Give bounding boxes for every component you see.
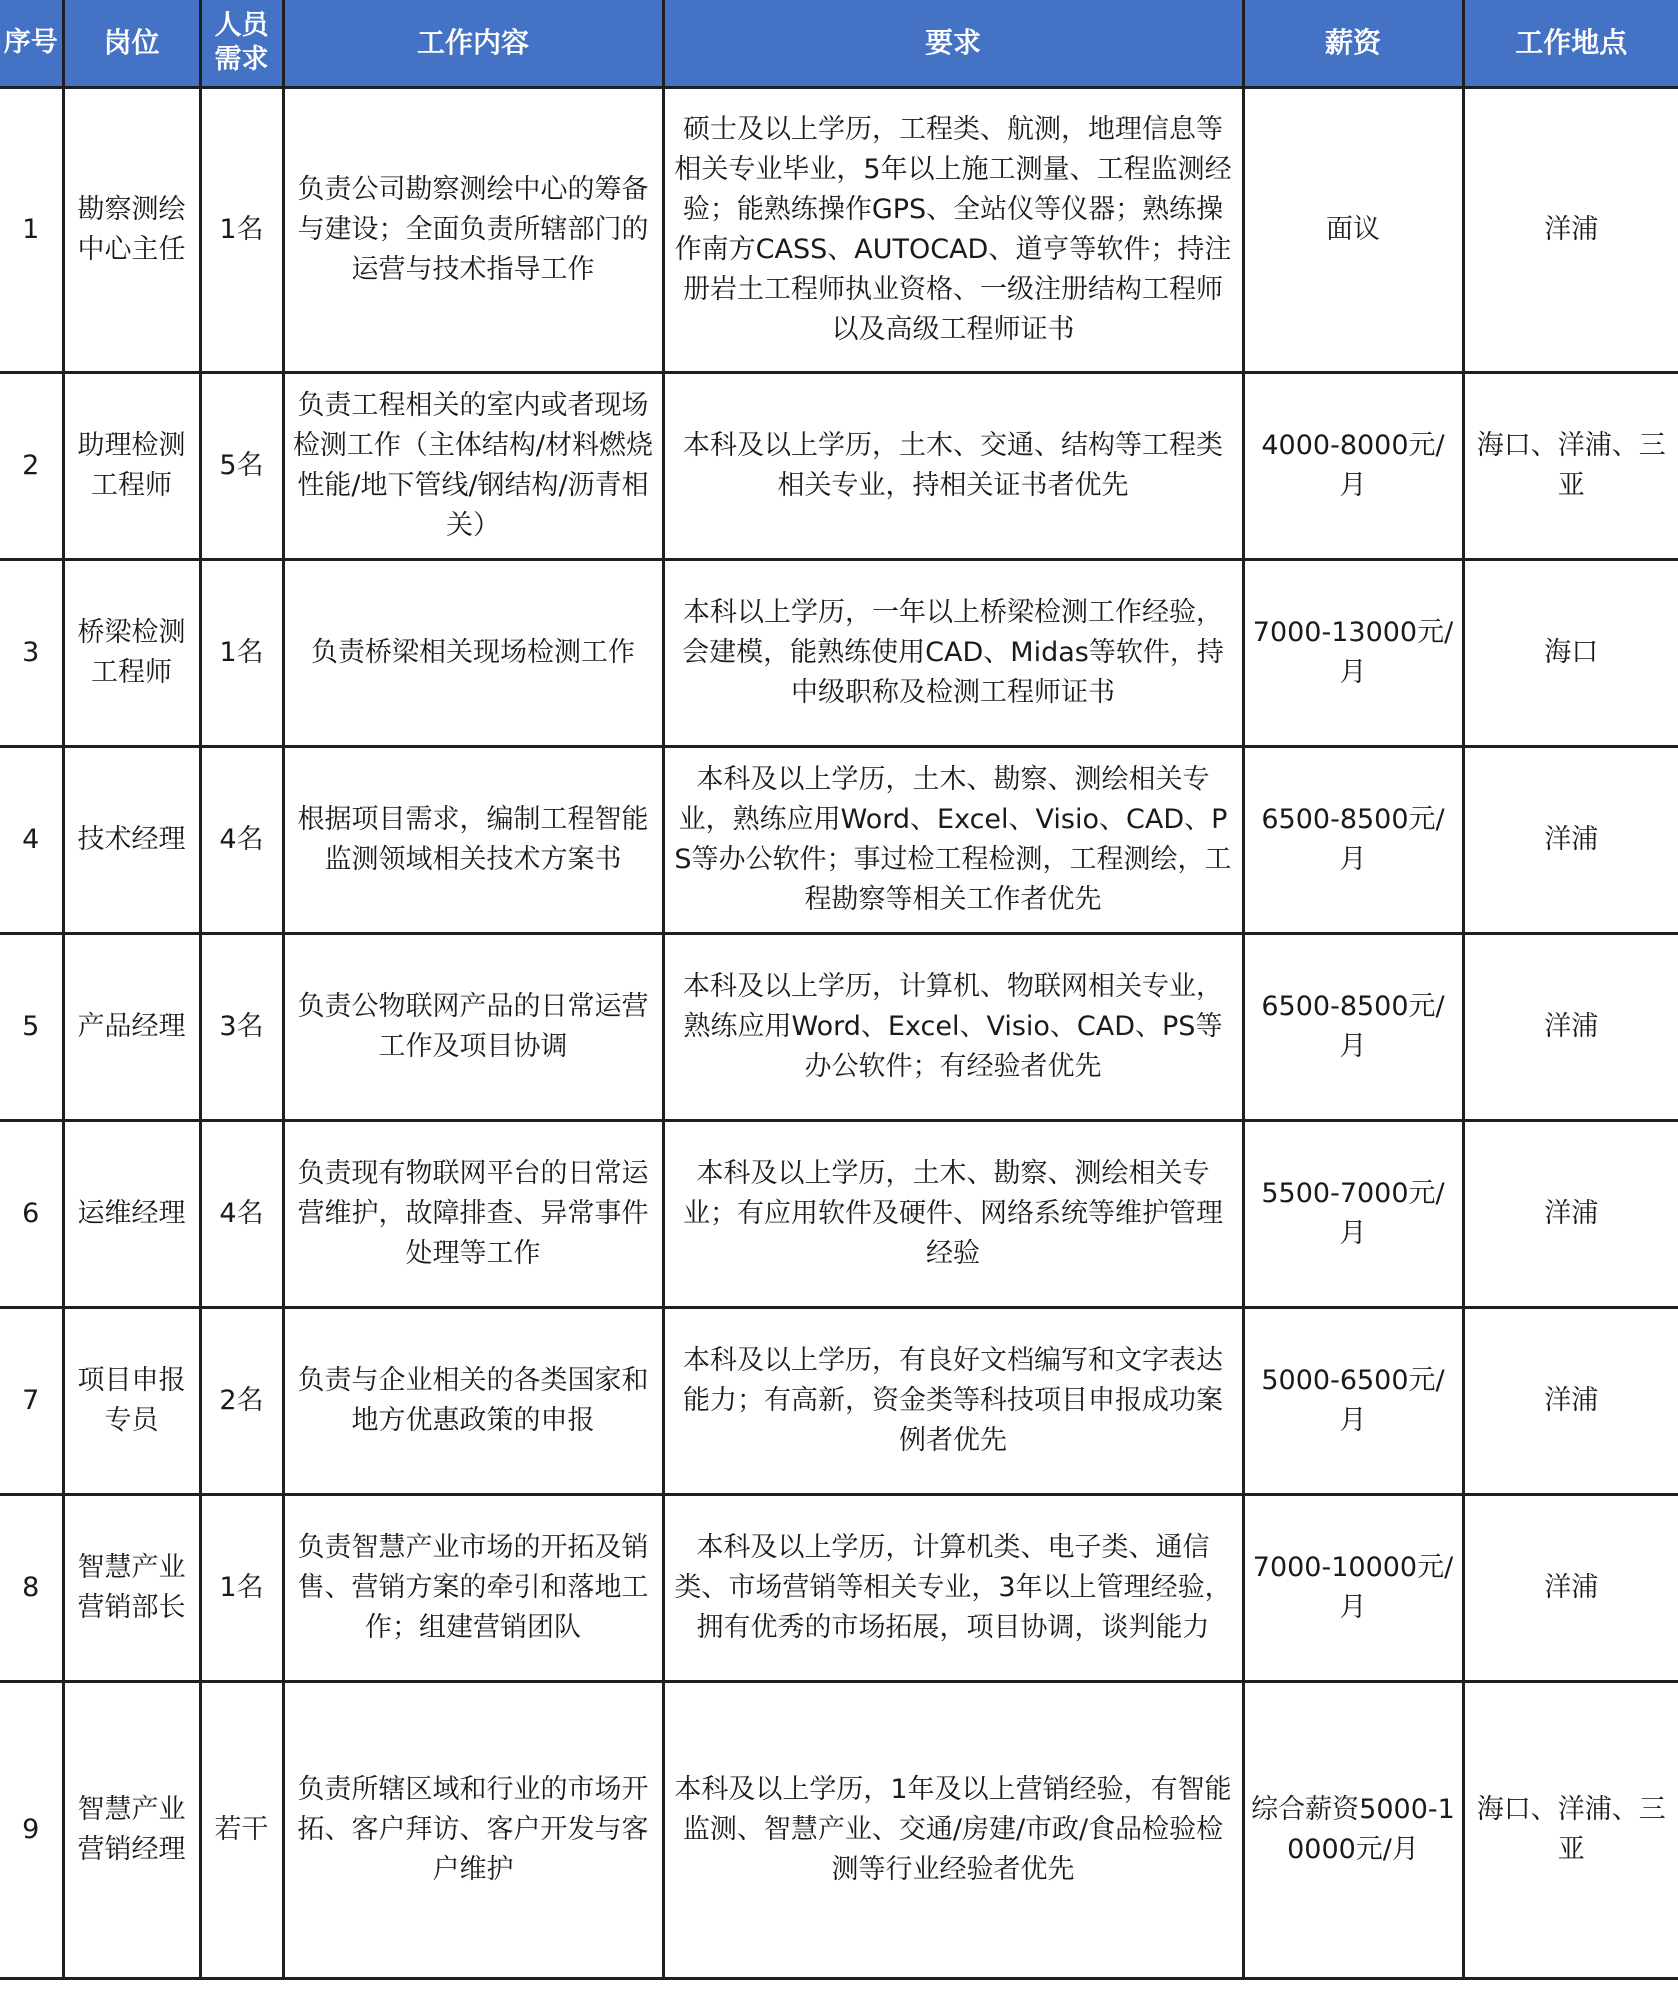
- cell-location: 海口: [1463, 560, 1678, 747]
- cell-salary: 4000-8000元/月: [1243, 373, 1463, 560]
- table-row: [0, 1121, 1678, 1308]
- cell-salary: 6500-8500元/月: [1243, 747, 1463, 934]
- cell-headcount: 4名: [200, 1121, 283, 1308]
- table-row: [0, 88, 1678, 373]
- cell-headcount: 1名: [200, 560, 283, 747]
- cell-position: 产品经理: [63, 934, 200, 1121]
- cell-content: 负责智慧产业市场的开拓及销售、营销方案的牵引和落地工作；组建营销团队: [283, 1495, 663, 1682]
- header-position: 岗位: [63, 0, 200, 88]
- cell-location: 洋浦: [1463, 1121, 1678, 1308]
- cell-headcount: 1名: [200, 1495, 283, 1682]
- cell-salary: 7000-13000元/月: [1243, 560, 1463, 747]
- cell-position: 桥梁检测工程师: [63, 560, 200, 747]
- cell-content: 负责公司勘察测绘中心的筹备与建设；全面负责所辖部门的运营与技术指导工作: [283, 88, 663, 373]
- cell-content: 根据项目需求，编制工程智能监测领域相关技术方案书: [283, 747, 663, 934]
- header-row: [0, 0, 1678, 88]
- cell-location: 洋浦: [1463, 88, 1678, 373]
- cell-position: 运维经理: [63, 1121, 200, 1308]
- cell-position: 勘察测绘中心主任: [63, 88, 200, 373]
- cell-index: 4: [0, 747, 63, 934]
- cell-location: 洋浦: [1463, 1495, 1678, 1682]
- cell-requirements: 本科及以上学历，土木、勘察、测绘相关专业；有应用软件及硬件、网络系统等维护管理经验: [663, 1121, 1243, 1308]
- cell-index: 9: [0, 1682, 63, 1979]
- cell-content: 负责与企业相关的各类国家和地方优惠政策的申报: [283, 1308, 663, 1495]
- cell-salary: 6500-8500元/月: [1243, 934, 1463, 1121]
- cell-index: 3: [0, 560, 63, 747]
- cell-index: 1: [0, 88, 63, 373]
- cell-headcount: 2名: [200, 1308, 283, 1495]
- cell-requirements: 本科及以上学历，有良好文档编写和文字表达能力；有高新，资金类等科技项目申报成功案例者优先: [663, 1308, 1243, 1495]
- cell-salary: 7000-10000元/月: [1243, 1495, 1463, 1682]
- header-headcount: 人员需求: [200, 0, 283, 88]
- cell-position: 助理检测工程师: [63, 373, 200, 560]
- cell-salary: 5000-6500元/月: [1243, 1308, 1463, 1495]
- cell-location: 洋浦: [1463, 1308, 1678, 1495]
- cell-location: 洋浦: [1463, 747, 1678, 934]
- cell-position: 智慧产业营销经理: [63, 1682, 200, 1979]
- cell-headcount: 3名: [200, 934, 283, 1121]
- cell-location: 海口、洋浦、三亚: [1463, 1682, 1678, 1979]
- cell-index: 8: [0, 1495, 63, 1682]
- table-row: [0, 934, 1678, 1121]
- cell-requirements: 本科及以上学历，1年及以上营销经验，有智能监测、智慧产业、交通/房建/市政/食品检验检测等行业经验者优先: [663, 1682, 1243, 1979]
- cell-salary: 综合薪资5000-10000元/月: [1243, 1682, 1463, 1979]
- cell-index: 5: [0, 934, 63, 1121]
- cell-headcount: 4名: [200, 747, 283, 934]
- cell-index: 6: [0, 1121, 63, 1308]
- header-salary: 薪资: [1243, 0, 1463, 88]
- cell-content: 负责现有物联网平台的日常运营维护，故障排查、异常事件处理等工作: [283, 1121, 663, 1308]
- table-row: [0, 1682, 1678, 1979]
- cell-headcount: 5名: [200, 373, 283, 560]
- cell-requirements: 硕士及以上学历，工程类、航测，地理信息等相关专业毕业，5年以上施工测量、工程监测经验；能熟练操作GPS、全站仪等仪器；熟练操作南方CASS、AUTOCAD、道亨等软件；持注册岩土工程师执业资格、一级注册结构工程师以及高级工程师证书: [663, 88, 1243, 373]
- cell-headcount: 若干: [200, 1682, 283, 1979]
- cell-location: 海口、洋浦、三亚: [1463, 373, 1678, 560]
- cell-requirements: 本科及以上学历，土木、交通、结构等工程类相关专业，持相关证书者优先: [663, 373, 1243, 560]
- cell-requirements: 本科及以上学历，土木、勘察、测绘相关专业，熟练应用Word、Excel、Visio、CAD、PS等办公软件；事过检工程检测，工程测绘，工程勘察等相关工作者优先: [663, 747, 1243, 934]
- header-index: 序号: [0, 0, 63, 88]
- cell-content: 负责工程相关的室内或者现场检测工作（主体结构/材料燃烧性能/地下管线/钢结构/沥青相关）: [283, 373, 663, 560]
- table-row: [0, 1495, 1678, 1682]
- cell-requirements: 本科及以上学历，计算机、物联网相关专业，熟练应用Word、Excel、Visio、CAD、PS等办公软件；有经验者优先: [663, 934, 1243, 1121]
- cell-salary: 5500-7000元/月: [1243, 1121, 1463, 1308]
- cell-requirements: 本科及以上学历，计算机类、电子类、通信类、市场营销等相关专业，3年以上管理经验，拥有优秀的市场拓展，项目协调，谈判能力: [663, 1495, 1243, 1682]
- table-row: [0, 560, 1678, 747]
- header-location: 工作地点: [1463, 0, 1678, 88]
- table-row: [0, 1308, 1678, 1495]
- header-content: 工作内容: [283, 0, 663, 88]
- cell-requirements: 本科以上学历，一年以上桥梁检测工作经验，会建模，能熟练使用CAD、Midas等软件，持中级职称及检测工程师证书: [663, 560, 1243, 747]
- table-row: [0, 747, 1678, 934]
- table-row: [0, 373, 1678, 560]
- cell-salary: 面议: [1243, 88, 1463, 373]
- cell-index: 7: [0, 1308, 63, 1495]
- cell-location: 洋浦: [1463, 934, 1678, 1121]
- cell-content: 负责桥梁相关现场检测工作: [283, 560, 663, 747]
- cell-position: 技术经理: [63, 747, 200, 934]
- cell-content: 负责所辖区域和行业的市场开拓、客户拜访、客户开发与客户维护: [283, 1682, 663, 1979]
- cell-position: 智慧产业营销部长: [63, 1495, 200, 1682]
- cell-content: 负责公物联网产品的日常运营工作及项目协调: [283, 934, 663, 1121]
- header-requirements: 要求: [663, 0, 1243, 88]
- cell-position: 项目申报专员: [63, 1308, 200, 1495]
- cell-headcount: 1名: [200, 88, 283, 373]
- cell-index: 2: [0, 373, 63, 560]
